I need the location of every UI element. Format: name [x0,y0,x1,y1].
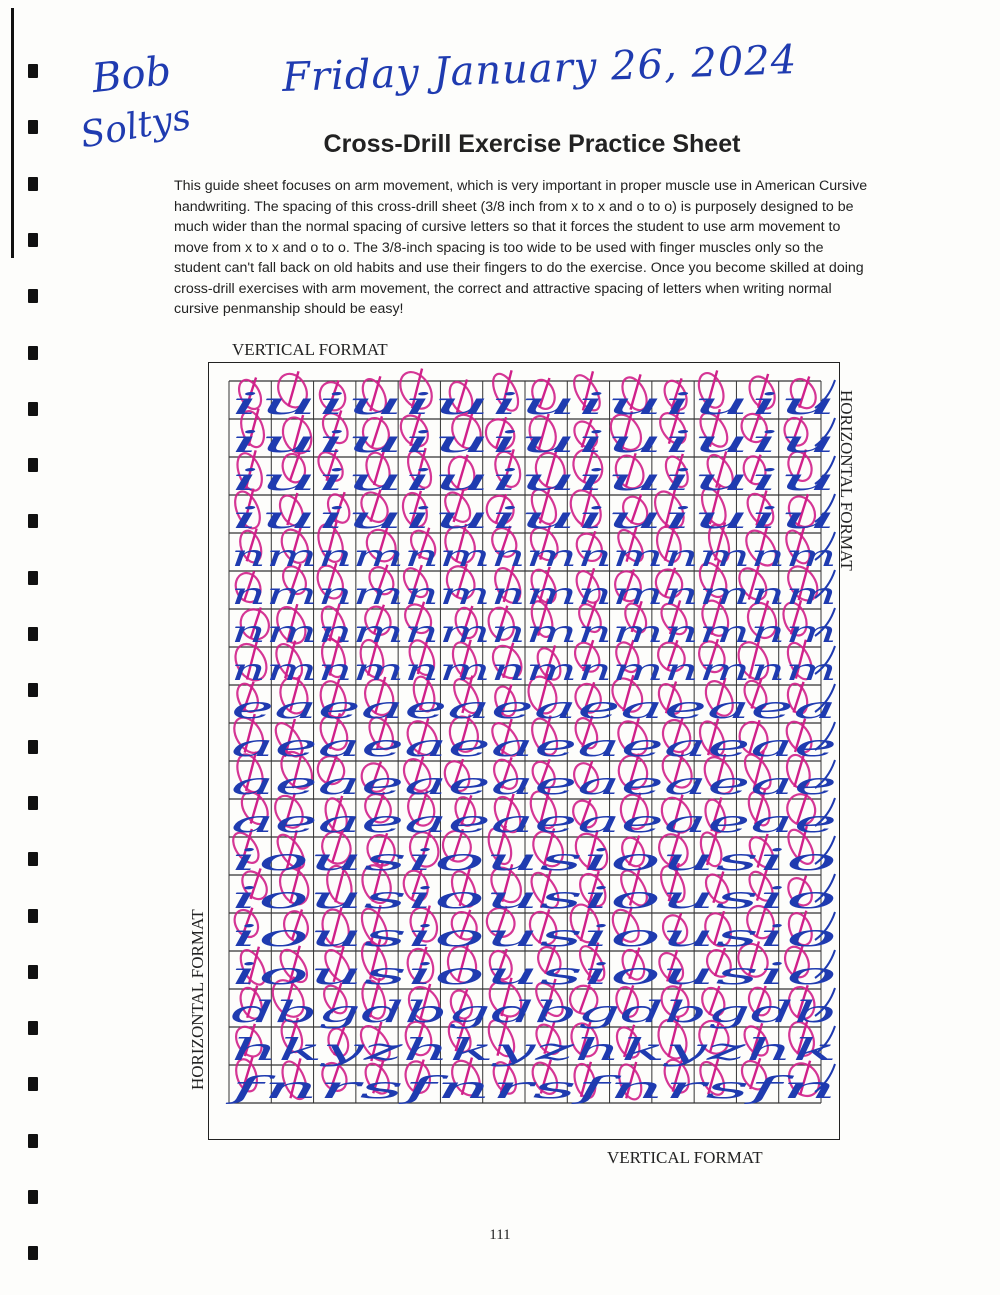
practice-row-text: nmnmnmnmnmnmnm [231,653,837,688]
label-vertical-format-top: VERTICAL FORMAT [232,340,388,359]
binder-hole [28,289,38,303]
binder-hole [28,233,38,247]
binder-hole [28,796,38,810]
practice-row-text: aeaeaeaeaeaeae [231,805,837,840]
practice-row-text: nmnmnmnmnmnmnm [231,577,837,612]
practice-row-text: nmnmnmnmnmnmnm [231,539,837,574]
binder-hole [28,64,38,78]
binder-hole [28,571,38,585]
practice-row-text: iousiousiousio [231,919,837,954]
cross-drill-grid [208,362,840,1140]
binder-hole [28,514,38,528]
binder-hole [28,683,38,697]
binder-hole [28,346,38,360]
practice-row-text: iuiuiuiuiuiuiu [231,387,837,422]
binder-hole [28,402,38,416]
binder-hole [28,965,38,979]
binder-hole [28,740,38,754]
binder-hole [28,1246,38,1260]
label-vertical-format-bottom: VERTICAL FORMAT [607,1148,763,1167]
binder-hole [28,177,38,191]
intro-paragraph: This guide sheet focuses on arm movement, which is very important in proper muscle use in American Cursive handwriting. The spacing of this cross-drill sheet (3/8 inch from x to x and o to o) is purposely designed to be much wider than the normal spacing of cursive letters so that it forces the student to use arm movement to move from x to x and o to o. The 3/8-inch spacing is too wide to be used with finger muscles only so the student can't fall back on old habits and use their fingers to do the exercise. Once you become skilled at doing cross-drill exercises with arm movement, the correct and attractive spacing of letters when writing normal cursive penmanship should be easy! [174,178,868,317]
binder-hole [28,627,38,641]
practice-row-text: hkyzhkyzhkyzhk [231,1033,837,1068]
practice-row-text: iuiuiuiuiuiuiu [231,501,837,536]
practice-row-text: iousiousiousio [231,843,837,878]
handwritten-last-name: Soltys [77,96,194,157]
practice-row-text: iuiuiuiuiuiuiu [231,425,837,460]
practice-row-text: iuiuiuiuiuiuiu [231,463,837,498]
handwritten-first-name: Bob [89,47,174,103]
binder-hole [28,1021,38,1035]
page-number: 111 [489,1227,511,1243]
label-horizontal-format-left: HORIZONTAL FORMAT [188,909,207,1090]
label-horizontal-format-right: HORIZONTAL FORMAT [837,390,856,571]
practice-row-text: nmnmnmnmnmnmnm [231,615,837,650]
binder-hole [28,909,38,923]
binder-margin [0,0,60,1295]
practice-row-text: aeaeaeaeaeaeae [231,729,837,764]
binder-hole [28,852,38,866]
practice-row-text: aeaeaeaeaeaeae [231,767,837,802]
binder-hole [28,458,38,472]
practice-row-text: eaeaeaeaeaeaea [231,691,837,726]
practice-row-text: iousiousiousio [231,957,837,992]
page-title: Cross-Drill Exercise Practice Sheet [323,130,741,158]
practice-row-text: fnrsfnrsfnrsfn [225,1071,838,1106]
binder-hole [28,1134,38,1148]
handwritten-date: Friday January 26, 2024 [281,37,798,101]
drill-canvas [209,363,841,1141]
binder-hole [28,1190,38,1204]
practice-row-text: iousiousiousio [231,881,837,916]
binder-hole [28,1077,38,1091]
practice-row-text: dbgdbgdbgdbgdb [231,995,837,1030]
